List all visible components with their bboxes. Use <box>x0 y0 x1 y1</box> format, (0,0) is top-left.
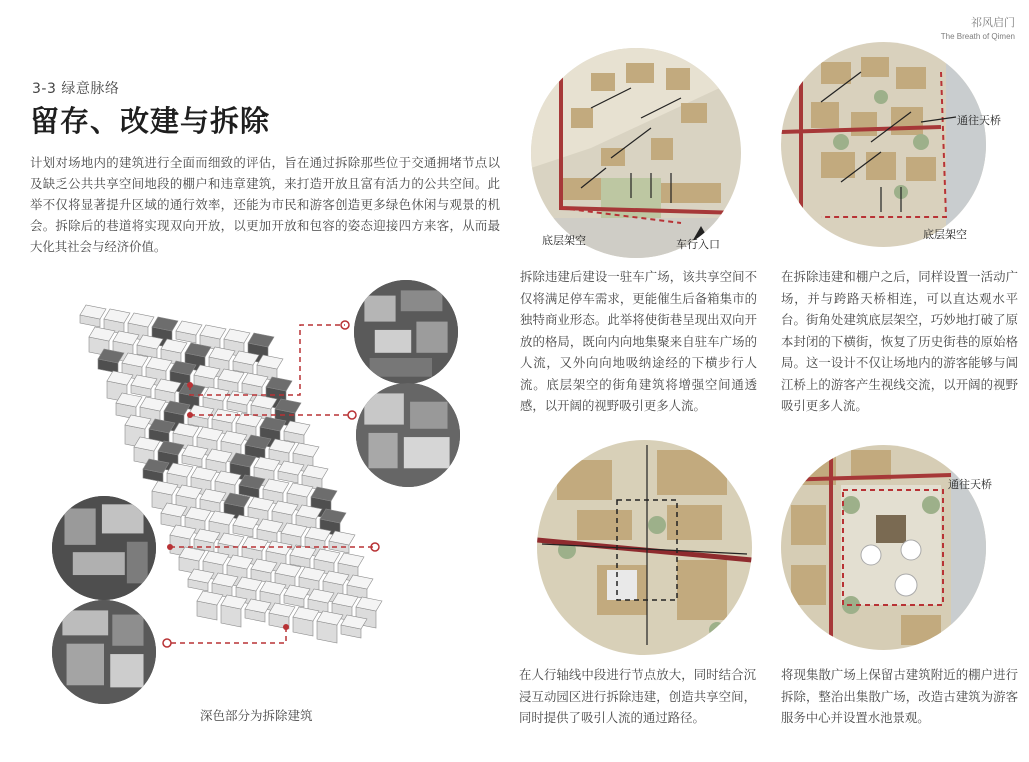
intro-paragraph: 计划对场地内的建筑进行全面而细致的评估，旨在通过拆除那些位于交通拥堵节点以及缺乏公共共享空间地段的棚户和违章建筑，来打造开放且富有活力的公共空间。此举不仅将显著提升区域的通行效率，还能为市民和游客创造更多绿色休闲与观景的机会。拆除后的巷道将实现双向开放，以更加开放和包容的姿态迎接四方来客，从而最大化其社会与经济价值。 <box>30 155 500 254</box>
aerial-photo-2 <box>356 383 460 487</box>
section-number: 3-3 绿意脉络 <box>32 81 120 97</box>
plan4-description: 将现集散广场上保留古建筑附近的棚户进行拆除，整治出集散广场，改造古建筑为游客服务中心并设置水池景观。 <box>781 667 1018 725</box>
plan2-label-stilts: 底层架空 <box>923 228 967 241</box>
plan-circle-activity-plaza <box>781 42 986 247</box>
plan2-label-to-bridge: 通往天桥 <box>957 114 1001 127</box>
plan1-label-vehicle-entrance: 车行入口 <box>676 238 720 251</box>
plan-circle-pedestrian-axis <box>537 440 752 655</box>
plan3-description: 在人行轴线中段进行节点放大，同时结合沉浸互动园区进行拆除违建，创造共享空间，同时提供了吸引人流的通过路径。 <box>519 667 756 725</box>
aerial-photo-3 <box>52 496 156 600</box>
aerial-photo-1 <box>354 280 458 384</box>
plan-circle-parking-plaza <box>531 48 741 258</box>
brand-mark <box>941 16 1015 42</box>
plan1-label-stilts: 底层架空 <box>542 234 586 247</box>
plan2-description: 在拆除违建和棚户之后，同样设置一活动广场，并与跨路天桥相连，可以直达观水平台。街角处建筑底层架空，巧妙地打破了原本封闭的下横街，恢复了历史街巷的原始格局。这一设计不仅让场地内的游客能够与阊江桥上的游客产生视线交流，以开阔的视野吸引更多人流。 <box>781 269 1018 413</box>
page-title: 留存、改建与拆除 <box>30 104 271 138</box>
plan4-label-to-bridge: 通往天桥 <box>948 478 992 491</box>
aerial-photo-4 <box>52 600 156 704</box>
plan1-description: 拆除违建后建设一驻车广场，该共享空间不仅将满足停车需求，更能催生后备箱集市的独特商业形态。此举将使街巷呈现出双向开放的格局，既向内向地集聚来自驻车广场的人流，又外向向地吸纳途经的下横步行人流。底层架空的街角建筑将增强空间通透感，以开阔的视野吸引更多人流。 <box>520 269 757 413</box>
brand-chinese-name: 祁风启门 <box>971 16 1015 29</box>
brand-english-name: The Breath of Qimen <box>940 32 1015 41</box>
axonometric-caption: 深色部分为拆除建筑 <box>200 708 313 723</box>
